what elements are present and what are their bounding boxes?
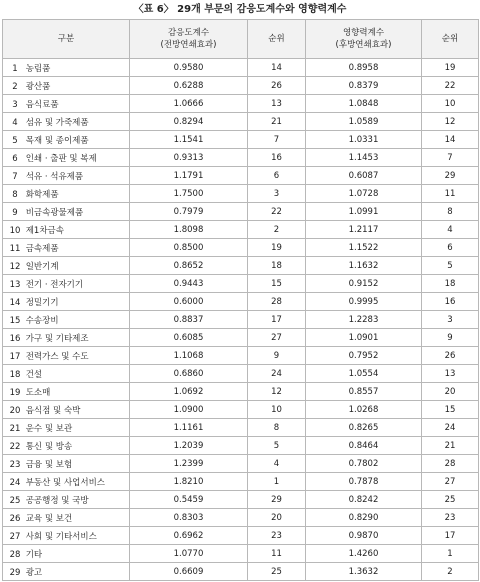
sensitivity-rank-cell: 23	[248, 527, 306, 545]
sector-number: 26	[9, 513, 21, 524]
sector-name: 화학제품	[25, 189, 59, 200]
sector-number: 15	[9, 315, 21, 326]
sensitivity-cell: 0.6288	[130, 77, 248, 95]
sector-cell	[3, 455, 130, 473]
sector-cell	[3, 311, 130, 329]
sensitivity-cell: 1.2039	[130, 437, 248, 455]
sensitivity-rank-cell: 5	[248, 437, 306, 455]
sector-cell	[3, 167, 130, 185]
sector-number: 22	[9, 441, 21, 452]
sensitivity-rank-cell: 4	[248, 455, 306, 473]
influence-rank-cell: 23	[422, 509, 479, 527]
sector-number: 27	[9, 531, 21, 542]
influence-cell: 1.0728	[306, 185, 422, 203]
sector-name: 비금속광물제품	[25, 207, 84, 218]
sensitivity-rank-cell: 12	[248, 383, 306, 401]
influence-rank-cell: 5	[422, 257, 479, 275]
header-rank-1: 순위	[248, 20, 306, 59]
influence-rank-cell: 2	[422, 563, 479, 581]
influence-cell: 0.8242	[306, 491, 422, 509]
sector-cell	[3, 149, 130, 167]
sector-number: 28	[9, 549, 21, 560]
table-row	[3, 275, 479, 293]
influence-rank-cell: 21	[422, 437, 479, 455]
table-row	[3, 419, 479, 437]
influence-rank-cell: 10	[422, 95, 479, 113]
influence-cell: 0.8958	[306, 59, 422, 77]
influence-cell: 0.9870	[306, 527, 422, 545]
table-row	[3, 77, 479, 95]
influence-cell: 1.1522	[306, 239, 422, 257]
sensitivity-cell: 0.9313	[130, 149, 248, 167]
sector-number: 17	[9, 351, 21, 362]
sensitivity-rank-cell: 6	[248, 167, 306, 185]
sensitivity-cell: 0.6000	[130, 293, 248, 311]
influence-cell: 1.2283	[306, 311, 422, 329]
table-row	[3, 149, 479, 167]
sector-number: 14	[9, 297, 21, 308]
influence-cell: 0.7802	[306, 455, 422, 473]
sector-number: 18	[9, 369, 21, 380]
influence-cell: 1.0268	[306, 401, 422, 419]
influence-cell: 1.0589	[306, 113, 422, 131]
sensitivity-rank-cell: 26	[248, 77, 306, 95]
table-row	[3, 311, 479, 329]
sector-number: 25	[9, 495, 21, 506]
influence-cell: 1.3632	[306, 563, 422, 581]
sensitivity-cell: 1.0666	[130, 95, 248, 113]
sector-cell	[3, 239, 130, 257]
sensitivity-cell: 1.2399	[130, 455, 248, 473]
sensitivity-cell: 1.1161	[130, 419, 248, 437]
sensitivity-rank-cell: 14	[248, 59, 306, 77]
influence-cell: 0.8557	[306, 383, 422, 401]
influence-rank-cell: 11	[422, 185, 479, 203]
sensitivity-rank-cell: 25	[248, 563, 306, 581]
sector-name: 교육 및 보건	[25, 513, 73, 524]
sensitivity-rank-cell: 16	[248, 149, 306, 167]
sensitivity-rank-cell: 9	[248, 347, 306, 365]
sector-cell	[3, 113, 130, 131]
sensitivity-cell: 0.6085	[130, 329, 248, 347]
sensitivity-rank-cell: 27	[248, 329, 306, 347]
sector-number: 2	[12, 81, 18, 92]
sensitivity-rank-cell: 7	[248, 131, 306, 149]
sector-name: 석유 · 석유제품	[25, 171, 84, 182]
table-row	[3, 527, 479, 545]
table-row	[3, 221, 479, 239]
sensitivity-cell: 0.8303	[130, 509, 248, 527]
sector-name: 음식료품	[25, 99, 59, 110]
sensitivity-rank-cell: 24	[248, 365, 306, 383]
sensitivity-cell: 1.7500	[130, 185, 248, 203]
table-row	[3, 203, 479, 221]
header-row	[3, 20, 479, 59]
sector-cell	[3, 401, 130, 419]
sector-name: 금속제품	[25, 243, 59, 254]
sensitivity-rank-cell: 1	[248, 473, 306, 491]
sensitivity-cell: 0.8652	[130, 257, 248, 275]
table-row	[3, 257, 479, 275]
sector-cell	[3, 419, 130, 437]
influence-rank-cell: 14	[422, 131, 479, 149]
influence-rank-cell: 8	[422, 203, 479, 221]
sector-cell	[3, 95, 130, 113]
table-row	[3, 383, 479, 401]
sector-name: 전기 · 전자기기	[25, 279, 84, 290]
sector-name: 사회 및 기타서비스	[25, 531, 97, 542]
sensitivity-rank-cell: 13	[248, 95, 306, 113]
sector-name: 수송장비	[25, 315, 59, 326]
influence-rank-cell: 22	[422, 77, 479, 95]
influence-cell: 1.0991	[306, 203, 422, 221]
sector-cell	[3, 563, 130, 581]
table-row	[3, 437, 479, 455]
sector-cell	[3, 491, 130, 509]
header-sensitivity-sub: (전방연쇄효과)	[160, 40, 217, 50]
sensitivity-rank-cell: 22	[248, 203, 306, 221]
sector-cell	[3, 329, 130, 347]
sensitivity-cell: 1.1791	[130, 167, 248, 185]
influence-rank-cell: 1	[422, 545, 479, 563]
sensitivity-cell: 0.6860	[130, 365, 248, 383]
sensitivity-cell: 1.8210	[130, 473, 248, 491]
influence-rank-cell: 24	[422, 419, 479, 437]
sensitivity-rank-cell: 8	[248, 419, 306, 437]
sector-name: 농림품	[25, 63, 51, 74]
influence-cell: 0.6087	[306, 167, 422, 185]
influence-cell: 1.2117	[306, 221, 422, 239]
influence-cell: 0.7952	[306, 347, 422, 365]
sector-number: 24	[9, 477, 21, 488]
sensitivity-cell: 0.8837	[130, 311, 248, 329]
sensitivity-cell: 1.0900	[130, 401, 248, 419]
sensitivity-cell: 0.6962	[130, 527, 248, 545]
sector-cell	[3, 293, 130, 311]
influence-cell: 1.4260	[306, 545, 422, 563]
table-row	[3, 509, 479, 527]
sector-cell	[3, 275, 130, 293]
influence-rank-cell: 28	[422, 455, 479, 473]
sector-name: 섬유 및 가죽제품	[25, 117, 89, 128]
influence-cell: 0.7878	[306, 473, 422, 491]
sector-cell	[3, 545, 130, 563]
sector-number: 1	[12, 63, 18, 74]
sensitivity-rank-cell: 15	[248, 275, 306, 293]
influence-rank-cell: 16	[422, 293, 479, 311]
sector-number: 11	[9, 243, 21, 254]
influence-rank-cell: 6	[422, 239, 479, 257]
influence-rank-cell: 18	[422, 275, 479, 293]
sector-name: 가구 및 기타제조	[25, 333, 89, 344]
sector-name: 운수 및 보관	[25, 423, 73, 434]
sector-number: 23	[9, 459, 21, 470]
influence-rank-cell: 3	[422, 311, 479, 329]
influence-rank-cell: 19	[422, 59, 479, 77]
sector-name: 공공행정 및 국방	[25, 495, 89, 506]
sensitivity-cell: 0.9443	[130, 275, 248, 293]
sector-name: 통신 및 방송	[25, 441, 73, 452]
influence-cell: 0.8265	[306, 419, 422, 437]
sector-cell	[3, 365, 130, 383]
influence-cell: 0.9995	[306, 293, 422, 311]
table-row	[3, 131, 479, 149]
sector-number: 6	[12, 153, 18, 164]
influence-cell: 0.8464	[306, 437, 422, 455]
sector-number: 10	[9, 225, 21, 236]
influence-cell: 1.0554	[306, 365, 422, 383]
influence-rank-cell: 4	[422, 221, 479, 239]
table-row	[3, 563, 479, 581]
sensitivity-cell: 0.7979	[130, 203, 248, 221]
influence-cell: 0.8379	[306, 77, 422, 95]
sector-name: 목재 및 종이제품	[25, 135, 89, 146]
influence-rank-cell: 9	[422, 329, 479, 347]
influence-cell: 1.1632	[306, 257, 422, 275]
sensitivity-rank-cell: 21	[248, 113, 306, 131]
sector-number: 19	[9, 387, 21, 398]
sector-name: 음식점 및 숙박	[25, 405, 81, 416]
sensitivity-rank-cell: 17	[248, 311, 306, 329]
sector-cell	[3, 221, 130, 239]
sensitivity-rank-cell: 28	[248, 293, 306, 311]
sector-number: 8	[12, 189, 18, 200]
sector-number: 29	[9, 567, 21, 578]
table-row	[3, 113, 479, 131]
sensitivity-cell: 0.6609	[130, 563, 248, 581]
table-row	[3, 365, 479, 383]
sector-cell	[3, 59, 130, 77]
influence-rank-cell: 27	[422, 473, 479, 491]
table-row	[3, 167, 479, 185]
sensitivity-rank-cell: 18	[248, 257, 306, 275]
influence-rank-cell: 17	[422, 527, 479, 545]
table-row	[3, 455, 479, 473]
sector-number: 9	[12, 207, 18, 218]
sensitivity-rank-cell: 20	[248, 509, 306, 527]
header-influence-sub: (후방연쇄효과)	[335, 40, 392, 50]
sensitivity-cell: 1.1068	[130, 347, 248, 365]
influence-cell: 1.1453	[306, 149, 422, 167]
sector-cell	[3, 527, 130, 545]
sector-cell	[3, 77, 130, 95]
sector-name: 전력가스 및 수도	[25, 351, 89, 362]
sector-cell	[3, 473, 130, 491]
influence-cell: 0.8290	[306, 509, 422, 527]
header-influence-label: 영향력계수	[342, 28, 385, 38]
sector-number: 20	[9, 405, 21, 416]
sector-name: 인쇄 · 출판 및 복제	[25, 153, 97, 164]
influence-cell: 1.0331	[306, 131, 422, 149]
influence-rank-cell: 25	[422, 491, 479, 509]
header-sensitivity-label: 감응도계수	[167, 28, 210, 38]
sensitivity-cell: 0.5459	[130, 491, 248, 509]
influence-rank-cell: 15	[422, 401, 479, 419]
influence-cell: 1.0848	[306, 95, 422, 113]
table-row	[3, 401, 479, 419]
sector-name: 제1차금속	[25, 225, 64, 236]
table-row	[3, 329, 479, 347]
table-row	[3, 239, 479, 257]
table-row	[3, 473, 479, 491]
sector-number: 21	[9, 423, 21, 434]
sector-name: 광고	[25, 567, 43, 578]
coefficient-table	[2, 19, 479, 581]
table-caption: 〈표 6〉 29개 부문의 감응도계수와 영향력계수	[133, 4, 347, 15]
influence-rank-cell: 20	[422, 383, 479, 401]
sector-name: 도소매	[25, 387, 51, 398]
sector-number: 3	[12, 99, 18, 110]
influence-rank-cell: 29	[422, 167, 479, 185]
sensitivity-cell: 1.0692	[130, 383, 248, 401]
sector-cell	[3, 131, 130, 149]
table-row	[3, 185, 479, 203]
sensitivity-cell: 1.0770	[130, 545, 248, 563]
sensitivity-rank-cell: 2	[248, 221, 306, 239]
sector-cell	[3, 185, 130, 203]
sector-cell	[3, 203, 130, 221]
sensitivity-rank-cell: 19	[248, 239, 306, 257]
table-row	[3, 59, 479, 77]
sensitivity-cell: 1.1541	[130, 131, 248, 149]
sector-number: 12	[9, 261, 21, 272]
header-influence	[306, 20, 422, 59]
sector-cell	[3, 383, 130, 401]
influence-cell: 1.0901	[306, 329, 422, 347]
sector-name: 금융 및 보험	[25, 459, 73, 470]
sensitivity-rank-cell: 10	[248, 401, 306, 419]
table-body	[3, 59, 479, 581]
sector-number: 13	[9, 279, 21, 290]
influence-rank-cell: 13	[422, 365, 479, 383]
header-sensitivity	[130, 20, 248, 59]
sensitivity-rank-cell: 11	[248, 545, 306, 563]
sector-number: 4	[12, 117, 18, 128]
sector-number: 7	[12, 171, 18, 182]
sector-cell	[3, 437, 130, 455]
sector-name: 부동산 및 사업서비스	[25, 477, 106, 488]
header-sector: 구분	[3, 20, 130, 59]
sensitivity-cell: 0.8294	[130, 113, 248, 131]
influence-rank-cell: 7	[422, 149, 479, 167]
table-row	[3, 491, 479, 509]
sector-cell	[3, 257, 130, 275]
table-row	[3, 95, 479, 113]
influence-rank-cell: 26	[422, 347, 479, 365]
sensitivity-rank-cell: 29	[248, 491, 306, 509]
sector-name: 광산품	[25, 81, 51, 92]
sensitivity-cell: 1.8098	[130, 221, 248, 239]
sector-number: 16	[9, 333, 21, 344]
sensitivity-cell: 0.8500	[130, 239, 248, 257]
sector-name: 건설	[25, 369, 43, 380]
influence-cell: 0.9152	[306, 275, 422, 293]
table-row	[3, 545, 479, 563]
sensitivity-rank-cell: 3	[248, 185, 306, 203]
sector-name: 정밀기기	[25, 297, 59, 308]
sector-name: 기타	[25, 549, 43, 560]
sector-name: 일반기계	[25, 261, 59, 272]
table-row	[3, 347, 479, 365]
sector-number: 5	[12, 135, 18, 146]
table-row	[3, 293, 479, 311]
influence-rank-cell: 12	[422, 113, 479, 131]
header-rank-2: 순위	[422, 20, 479, 59]
sector-cell	[3, 509, 130, 527]
sector-cell	[3, 347, 130, 365]
sensitivity-cell: 0.9580	[130, 59, 248, 77]
